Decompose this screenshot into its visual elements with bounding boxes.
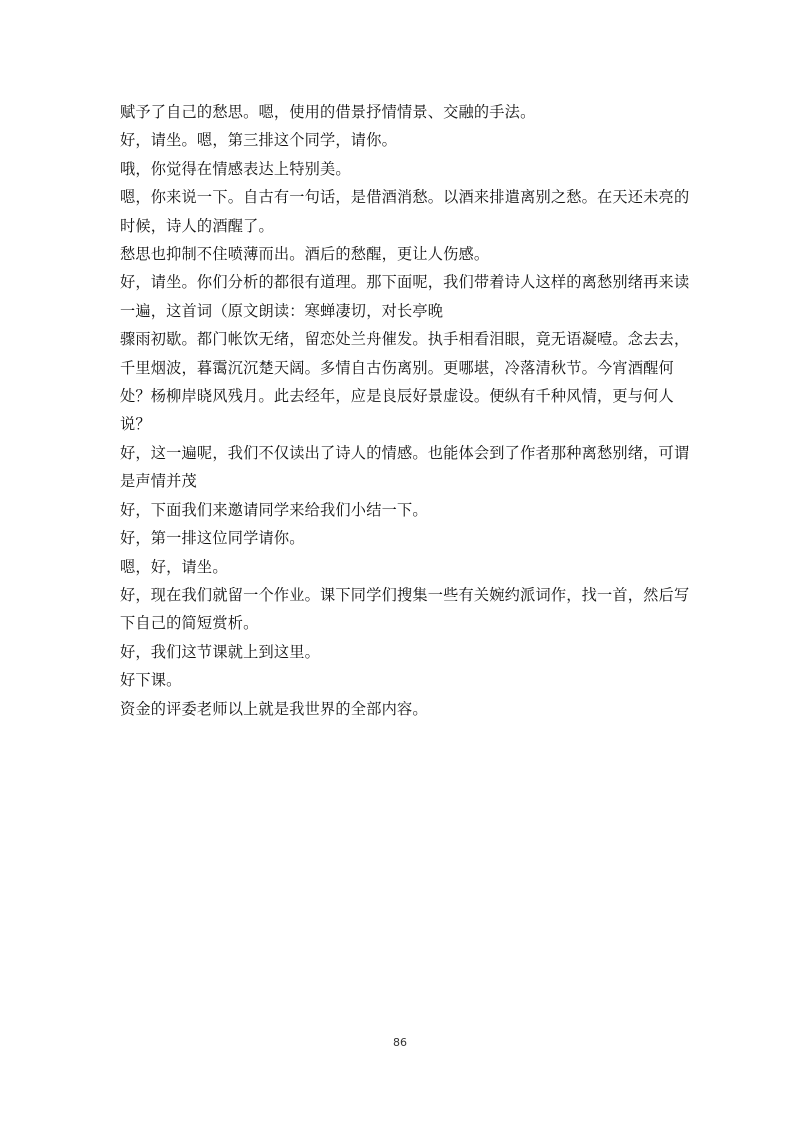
paragraph: 好，请坐。你们分析的都很有道理。那下面呢，我们带着诗人这样的离愁别绪再来读一遍，这首词（原文朗读：寒蝉凄切，对长亭晚 [120, 273, 690, 320]
paragraph: 好，请坐。嗯，第三排这个同学，请你。 [120, 131, 397, 150]
paragraph: 好，这一遍呢，我们不仅读出了诗人的情感。也能体会到了作者那种离愁别绪，可谓是声情并茂 [120, 443, 690, 491]
paragraph: 好下课。 [120, 671, 182, 690]
transcript-body [120, 98, 690, 723]
paragraph: 资金的评委老师以上就是我世界的全部内容。 [120, 699, 428, 718]
paragraph: 嗯，你来说一下。自古有一句话，是借酒消愁。以酒来排遣离别之愁。在天还未亮的时候，诗人的酒醒了。 [120, 188, 690, 235]
paragraph: 骤雨初歇。都门帐饮无绪，留恋处兰舟催发。执手相看泪眼，竟无语凝噎。念去去，千里烟波，暮霭沉沉楚天阔。多情自古伤离别。更哪堪，冷落清秋节。今宵酒醒何处？杨柳岸晓风残月。此去经年，应是良辰好景虚设。便纵有千种风情，更与何人说？ [120, 330, 690, 434]
page-number: 86 [393, 1036, 407, 1049]
paragraph: 好，下面我们来邀请同学来给我们小结一下。 [120, 500, 428, 519]
paragraph: 赋予了自己的愁思。嗯，使用的借景抒情情景、交融的手法。 [120, 103, 536, 121]
paragraph: 愁思也抑制不住喷薄而出。酒后的愁醒，更让人伤感。 [120, 245, 490, 264]
paragraph: 好，第一排这位同学请你。 [120, 529, 305, 548]
paragraph: 好，现在我们就留一个作业。课下同学们搜集一些有关婉约派词作，找一首，然后写下自己的简短赏析。 [120, 585, 690, 633]
paragraph: 嗯，好，请坐。 [120, 557, 228, 576]
paragraph: 哦，你觉得在情感表达上特别美。 [120, 159, 351, 178]
paragraph: 好，我们这节课就上到这里。 [120, 642, 321, 661]
